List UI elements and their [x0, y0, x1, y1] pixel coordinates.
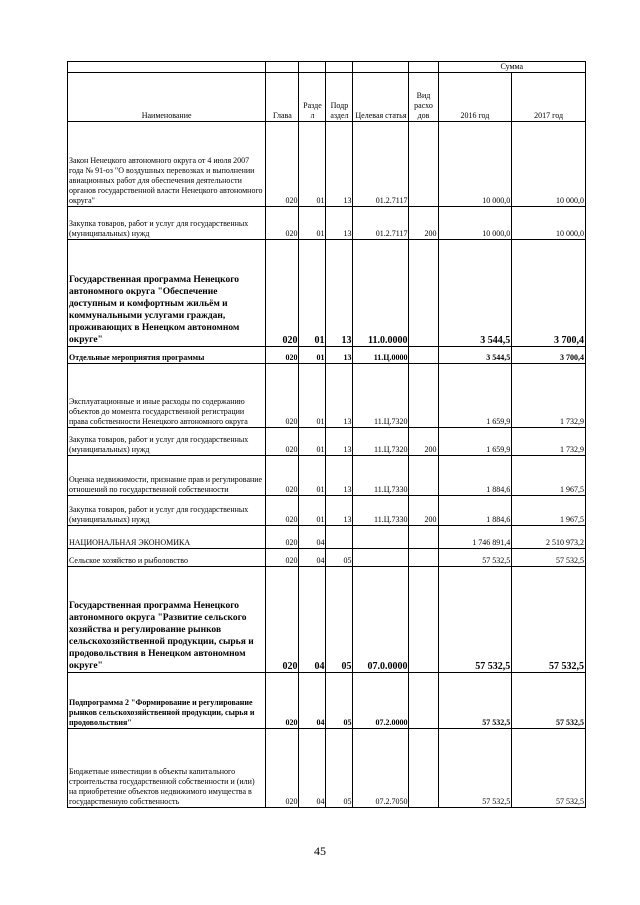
- header-glava: Глава: [266, 73, 299, 122]
- row-razdel: 01: [299, 456, 326, 496]
- header-vid: Вид расхо дов: [409, 73, 438, 122]
- row-podrazdel: 05: [326, 549, 353, 567]
- row-glava: 020: [266, 567, 299, 673]
- row-2017: 3 700,4: [512, 347, 586, 364]
- row-name: Бюджетные инвестиции в объекты капитального строительства государственной собственности и (или) на приобретение объектов недвижимого имущества в государственную собственность: [68, 729, 266, 808]
- row-glava: 020: [266, 428, 299, 456]
- row-2017: 1 732,9: [512, 364, 586, 428]
- row-2016: 1 659,9: [438, 428, 512, 456]
- row-razdel: 04: [299, 549, 326, 567]
- row-razdel: 04: [299, 673, 326, 729]
- header-summa: Сумма: [438, 62, 585, 73]
- row-podrazdel: 13: [326, 428, 353, 456]
- row-podrazdel: 13: [326, 364, 353, 428]
- row-name: Отдельные мероприятия программы: [68, 347, 266, 364]
- row-2016: 3 544,5: [438, 347, 512, 364]
- row-2016: 1 659,9: [438, 364, 512, 428]
- row-2017: 2 510 973,2: [512, 526, 586, 549]
- table-row: [68, 729, 586, 808]
- row-2016: 57 532,5: [438, 673, 512, 729]
- table-row: [68, 673, 586, 729]
- row-vid: [409, 549, 438, 567]
- row-tselevaya: 07.0.0000: [353, 567, 409, 673]
- table-row: [68, 364, 586, 428]
- row-glava: 020: [266, 673, 299, 729]
- table-row: [68, 347, 586, 364]
- row-2016: 1 884,6: [438, 496, 512, 526]
- row-glava: 020: [266, 122, 299, 207]
- row-vid: [409, 122, 438, 207]
- row-podrazdel: 05: [326, 673, 353, 729]
- row-tselevaya: 07.2.7050: [353, 729, 409, 808]
- row-2017: 1 967,5: [512, 456, 586, 496]
- row-2017: 3 700,4: [512, 240, 586, 347]
- table-row: [68, 240, 586, 347]
- row-2016: 57 532,5: [438, 729, 512, 808]
- row-podrazdel: 13: [326, 240, 353, 347]
- row-glava: 020: [266, 364, 299, 428]
- row-razdel: 01: [299, 122, 326, 207]
- row-tselevaya: 11.Ц.7330: [353, 496, 409, 526]
- row-razdel: 01: [299, 207, 326, 240]
- row-tselevaya: 11.Ц.0000: [353, 347, 409, 364]
- row-vid: [409, 456, 438, 496]
- table-row: [68, 122, 586, 207]
- header-razdel: Разде л: [299, 73, 326, 122]
- table-row: [68, 549, 586, 567]
- row-glava: 020: [266, 496, 299, 526]
- row-2016: 57 532,5: [438, 549, 512, 567]
- row-glava: 020: [266, 456, 299, 496]
- row-name: Сельское хозяйство и рыболовство: [68, 549, 266, 567]
- row-vid: [409, 673, 438, 729]
- row-tselevaya: 11.Ц.7320: [353, 364, 409, 428]
- row-glava: 020: [266, 347, 299, 364]
- row-2016: 1 884,6: [438, 456, 512, 496]
- row-razdel: 01: [299, 347, 326, 364]
- row-tselevaya: [353, 549, 409, 567]
- row-glava: 020: [266, 549, 299, 567]
- header-naimenovanie: Наименование: [68, 73, 266, 122]
- row-2016: 57 532,5: [438, 567, 512, 673]
- row-vid: [409, 567, 438, 673]
- header-tselevaya: Целевая статья: [353, 73, 409, 122]
- row-name: НАЦИОНАЛЬНАЯ ЭКОНОМИКА: [68, 526, 266, 549]
- header-2016: 2016 год: [438, 73, 512, 122]
- budget-table: [67, 61, 586, 808]
- row-razdel: 04: [299, 567, 326, 673]
- row-tselevaya: 11.Ц.7320: [353, 428, 409, 456]
- row-tselevaya: 07.2.0000: [353, 673, 409, 729]
- row-2017: 57 532,5: [512, 673, 586, 729]
- row-2017: 57 532,5: [512, 567, 586, 673]
- page-number: 45: [314, 844, 326, 858]
- row-name: Закупка товаров, работ и услуг для государственных (муниципальных) нужд: [68, 496, 266, 526]
- row-podrazdel: 05: [326, 729, 353, 808]
- header-row: [68, 73, 586, 122]
- table-row: [68, 207, 586, 240]
- row-2017: 1 967,5: [512, 496, 586, 526]
- row-2016: 3 544,5: [438, 240, 512, 347]
- row-2017: 57 532,5: [512, 549, 586, 567]
- table-row: [68, 456, 586, 496]
- row-glava: 020: [266, 729, 299, 808]
- row-name: Закон Ненецкого автономного округа от 4 июля 2007 года № 91-оз "О воздушных перевозках и выполнении авиационных работ для обеспечения деятельности органов государственной власти Ненецкого автономного округа": [68, 122, 266, 207]
- row-podrazdel: 13: [326, 122, 353, 207]
- header-podrazdel: Подр аздел: [326, 73, 353, 122]
- row-vid: 200: [409, 207, 438, 240]
- row-glava: 020: [266, 240, 299, 347]
- table-row: [68, 526, 586, 549]
- row-glava: 020: [266, 526, 299, 549]
- row-2017: 57 532,5: [512, 729, 586, 808]
- row-tselevaya: 11.Ц.7330: [353, 456, 409, 496]
- row-glava: 020: [266, 207, 299, 240]
- header-row-summa: [68, 62, 586, 73]
- row-name: Закупка товаров, работ и услуг для государственных (муниципальных) нужд: [68, 428, 266, 456]
- table-row: [68, 428, 586, 456]
- row-podrazdel: 13: [326, 207, 353, 240]
- row-podrazdel: 13: [326, 456, 353, 496]
- table-row: [68, 567, 586, 673]
- row-tselevaya: 01.2.7117: [353, 207, 409, 240]
- row-name: Оценка недвижимости, признание прав и регулирование отношений по государственной собственности: [68, 456, 266, 496]
- table-row: [68, 496, 586, 526]
- row-podrazdel: 05: [326, 567, 353, 673]
- row-vid: [409, 729, 438, 808]
- row-vid: 200: [409, 496, 438, 526]
- row-name: Государственная программа Ненецкого автономного округа "Обеспечение доступным и комфортным жильём и коммунальными услугами граждан, проживающих в Ненецком автономном округе": [68, 240, 266, 347]
- row-2016: 10 000,0: [438, 122, 512, 207]
- row-vid: [409, 364, 438, 428]
- row-vid: 200: [409, 428, 438, 456]
- row-name: Эксплуатационные и иные расходы по содержанию объектов до момента государственной регистрации права собственности Ненецкого автономного округа: [68, 364, 266, 428]
- row-2017: 10 000,0: [512, 122, 586, 207]
- row-2017: 10 000,0: [512, 207, 586, 240]
- row-podrazdel: 13: [326, 496, 353, 526]
- row-razdel: 01: [299, 364, 326, 428]
- row-2016: 10 000,0: [438, 207, 512, 240]
- row-2016: 1 746 891,4: [438, 526, 512, 549]
- row-razdel: 01: [299, 240, 326, 347]
- row-razdel: 01: [299, 496, 326, 526]
- row-tselevaya: [353, 526, 409, 549]
- row-vid: [409, 526, 438, 549]
- row-razdel: 04: [299, 729, 326, 808]
- row-name: Подпрограмма 2 "Формирование и регулирование рынков сельскохозяйственной продукции, сырья и продовольствия": [68, 673, 266, 729]
- row-name: Государственная программа Ненецкого автономного округа "Развитие сельского хозяйства и регулирование рынков сельскохозяйственной продукции, сырья и продовольствия в Ненецком автономном округе": [68, 567, 266, 673]
- row-podrazdel: [326, 526, 353, 549]
- row-tselevaya: 11.0.0000: [353, 240, 409, 347]
- row-name: Закупка товаров, работ и услуг для государственных (муниципальных) нужд: [68, 207, 266, 240]
- row-tselevaya: 01.2.7117: [353, 122, 409, 207]
- row-2017: 1 732,9: [512, 428, 586, 456]
- row-vid: [409, 240, 438, 347]
- row-razdel: 01: [299, 428, 326, 456]
- header-2017: 2017 год: [512, 73, 586, 122]
- row-podrazdel: 13: [326, 347, 353, 364]
- row-vid: [409, 347, 438, 364]
- row-razdel: 04: [299, 526, 326, 549]
